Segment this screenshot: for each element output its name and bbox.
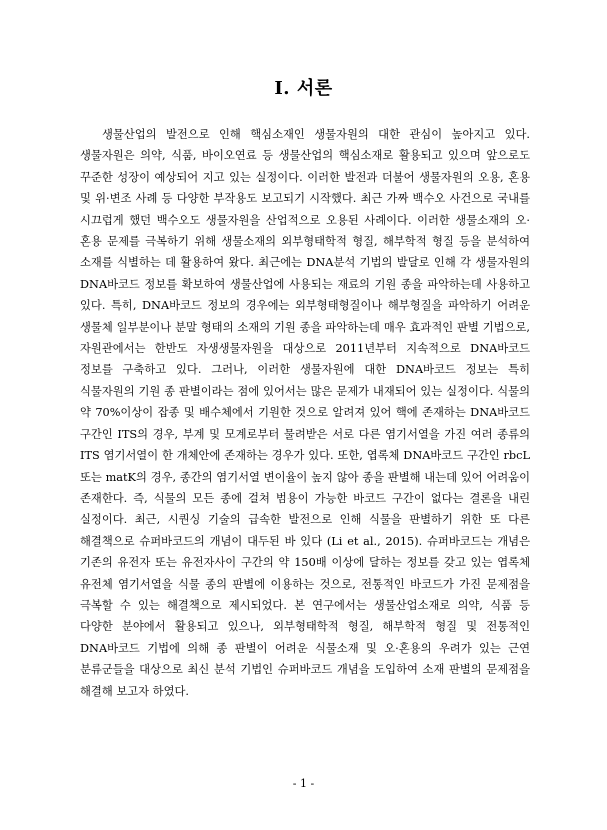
body-paragraph: 생물산업의 발전으로 인해 핵심소재인 생물자원의 대한 관심이 높아지고 있다. 생물자원은 의약, 식품, 바이오연료 등 생물산업의 핵심소재로 활용되고 있으며 앞으로도 꾸준한 성장이 예상되어 지고 있는 실정이다. 이러한 발전과 더불어 생물자원의 오용, 혼용 및 위·변조 사례 등 다양한 부작용도 보고되기 시작했다. 최근 가짜 백수오 사건으로 국내를 시끄럽게 했던 백수오도 생물자원을 산업적으로 오용된 사례이다. 이러한 생물소재의 오·혼용 문제를 극복하기 위해 생물소재의 외부형태학적 형질, 해부학적 형질 등을 분석하여 소재를 식별하는 데 활용하여 왔다. 최근에는 DNA분석 기법의 발달로 인해 각 생물자원의 DNA바코드 정보를 확보하여 생물산업에 사용되는 재료의 기원 종을 파악하는데 사용하고 있다. 특히, DNA바코드 정보의 경우에는 외부형태형질이나 해부형질을 파악하기 어려운 생물체 일부분이나 분말 형태의 소재의 기원 종을 파악하는데 매우 효과적인 판별 기법으로, 자원관에서는 한반도 자생생물자원을 대상으로 2011년부터 지속적으로 DNA바코드 정보를 구축하고 있다. 그러나, 이러한 생물자원에 대한 DNA바코드 정보는 특히 식물자원의 기원 종 판별이라는 점에 있어서는 많은 문제가 내재되어 있는 실정이다. 식물의 약 70%이상이 잡종 및 배수체에서 기원한 것으로 알려져 있어 핵에 존재하는 DNA바코드 구간인 ITS의 경우, 부계 및 모계로부터 물려받은 서로 다른 염기서열을 가진 여러 종류의 ITS 염기서열이 한 개체안에 존재하는 경우가 있다. 또한, 엽록체 DNA바코드 구간인 rbcL 또는 matK의 경우, 종간의 염기서열 변이율이 높지 않아 종을 판별해 내는데 있어 어려움이 존재한다. 즉, 식물의 모든 종에 걸쳐 범용이 가능한 바코드 구간이 없다는 결론을 내린 실정이다. 최근, 시퀀싱 기술의 급속한 발전으로 인해 식물을 판별하기 위한 또 다른 해결책으로 슈퍼바코드의 개념이 대두된 바 있다 (Li et al., 2015). 슈퍼바코드는 개념은 기존의 유전자 또는 유전자사이 구간의 약 150배 이상에 달하는 정보를 갖고 있는 엽록체 유전체 염기서열을 식물 종의 판별에 이용하는 것으로, 전통적인 바코드가 가진 문제점을 극복할 수 있는 해결책으로 제시되었다. 본 연구에서는 생물산업소재로 의약, 식품 등 다양한 분야에서 활용되고 있으나, 외부형태학적 형질, 해부학적 형질 및 전통적인 DNA바코드 기법에 의해 종 판별이 어려운 식물소재 및 오·혼용의 우려가 있는 근연 분류군들을 대상으로 최신 분석 기법인 슈퍼바코드 개념을 도입하여 소재 판별의 문제점을 해결해 보고자 하였다.: [80, 128, 530, 698]
section-title: I. 서론: [274, 78, 333, 99]
page-number: - 1 -: [292, 777, 315, 790]
